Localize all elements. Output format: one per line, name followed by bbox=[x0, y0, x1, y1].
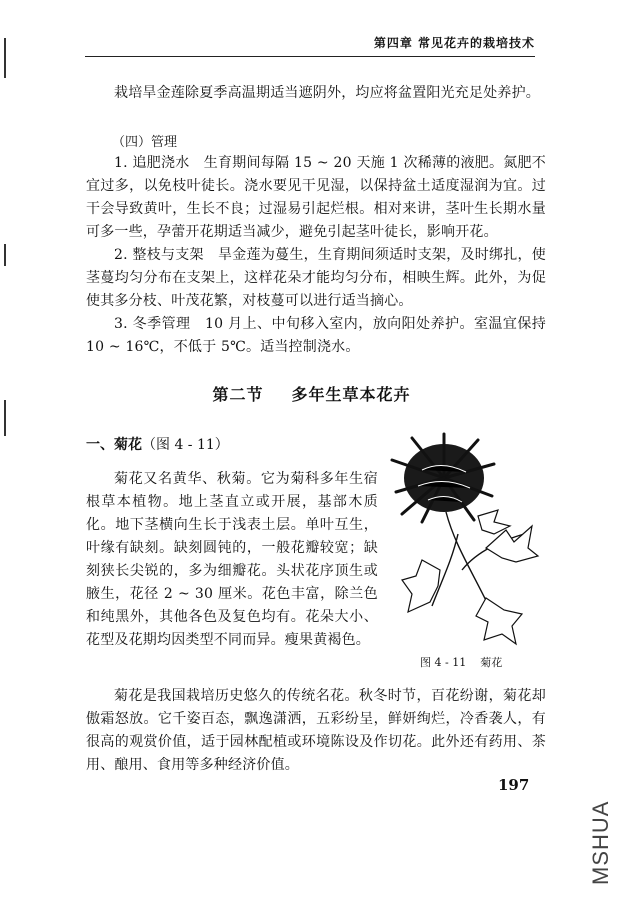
figure-caption bbox=[420, 654, 502, 670]
section-number: 第二节 bbox=[212, 385, 264, 404]
management-item-3: 3. 冬季管理 10 月上、中旬移入室内，放向阳处养护。室温宜保持 10 ~ 16℃，不低于 5℃。适当控制浇水。 bbox=[86, 316, 546, 355]
chrysanthemum-drawing bbox=[382, 430, 542, 648]
chrysanthemum-history: 菊花是我国栽培历史悠久的传统名花。秋冬时节，百花纷谢，菊花却傲霜怒放。它千姿百态，飘逸潇洒，五彩纷呈，鲜妍绚烂，冷香袭人，有很高的观赏价值，适于园林配植或环境陈设及作切花。此外还有药用、茶用、酿用、食用等多种经济价值。 bbox=[86, 688, 546, 773]
management-item-1: 1. 追肥浇水 生育期间每隔 15 ~ 20 天施 1 次稀薄的液肥。氮肥不宜过多，以免枝叶徒长。浇水要见干见湿，以保持盆土适度湿润为宜。过干会导致黄叶，生长不良；过湿易引起烂根。相对来讲，茎叶生长期水量可多一些，孕蕾开花期适当减少，避免引起茎叶徒长，影响开花。 bbox=[86, 155, 546, 240]
figure-label: 图 4 - 11 bbox=[420, 656, 467, 669]
chrysanthemum-illustration bbox=[382, 430, 542, 648]
watermark-text-art bbox=[588, 787, 614, 887]
figure-reference: （图 4 - 11） bbox=[142, 437, 229, 453]
section-name: 多年生草本花卉 bbox=[291, 385, 411, 404]
chrysanthemum-description: 菊花又名黄华、秋菊。它为菊科多年生宿根草本植物。地上茎直立或开展，基部木质化。地下茎横向生长于浅表土层。单叶互生，叶缘有缺刻。缺刻圆钝的，一般花瓣较宽；缺刻狭长尖锐的，多为细瓣花。头状花序顶生或腋生，花径 2 ~ 30 厘米。花色丰富，除兰色和纯黑外，其他各色及复色均有。花朵大小、花型及花期均因类型不同而异。瘦果黄褐色。 bbox=[86, 471, 378, 648]
section-title bbox=[0, 382, 623, 405]
margin-mark bbox=[4, 38, 6, 78]
chrysanthemum-title: 一、菊花 bbox=[86, 437, 142, 453]
management-heading: （四）管理 bbox=[112, 135, 178, 150]
running-head: 第四章 常见花卉的栽培技术 bbox=[85, 30, 535, 57]
chrysanthemum-heading bbox=[86, 434, 229, 454]
management-item-2: 2. 整枝与支架 旱金莲为蔓生，生育期间须适时支架，及时绑扎，使茎蔓均匀分布在支架上，这样花朵才能均匀分布，相映生辉。此外，为促使其多分枝、叶茂花繁，对枝蔓可以进行适当摘心。 bbox=[86, 247, 546, 309]
page-number: 197 bbox=[498, 776, 530, 794]
margin-mark bbox=[4, 400, 6, 436]
margin-mark bbox=[4, 244, 6, 266]
watermark-logo bbox=[588, 787, 614, 887]
svg-text:MSHUA: MSHUA bbox=[588, 800, 613, 885]
top-paragraph: 栽培旱金莲除夏季高温期适当遮阴外，均应将盆置阳光充足处养护。 bbox=[114, 85, 540, 101]
figure-name: 菊花 bbox=[480, 656, 503, 669]
